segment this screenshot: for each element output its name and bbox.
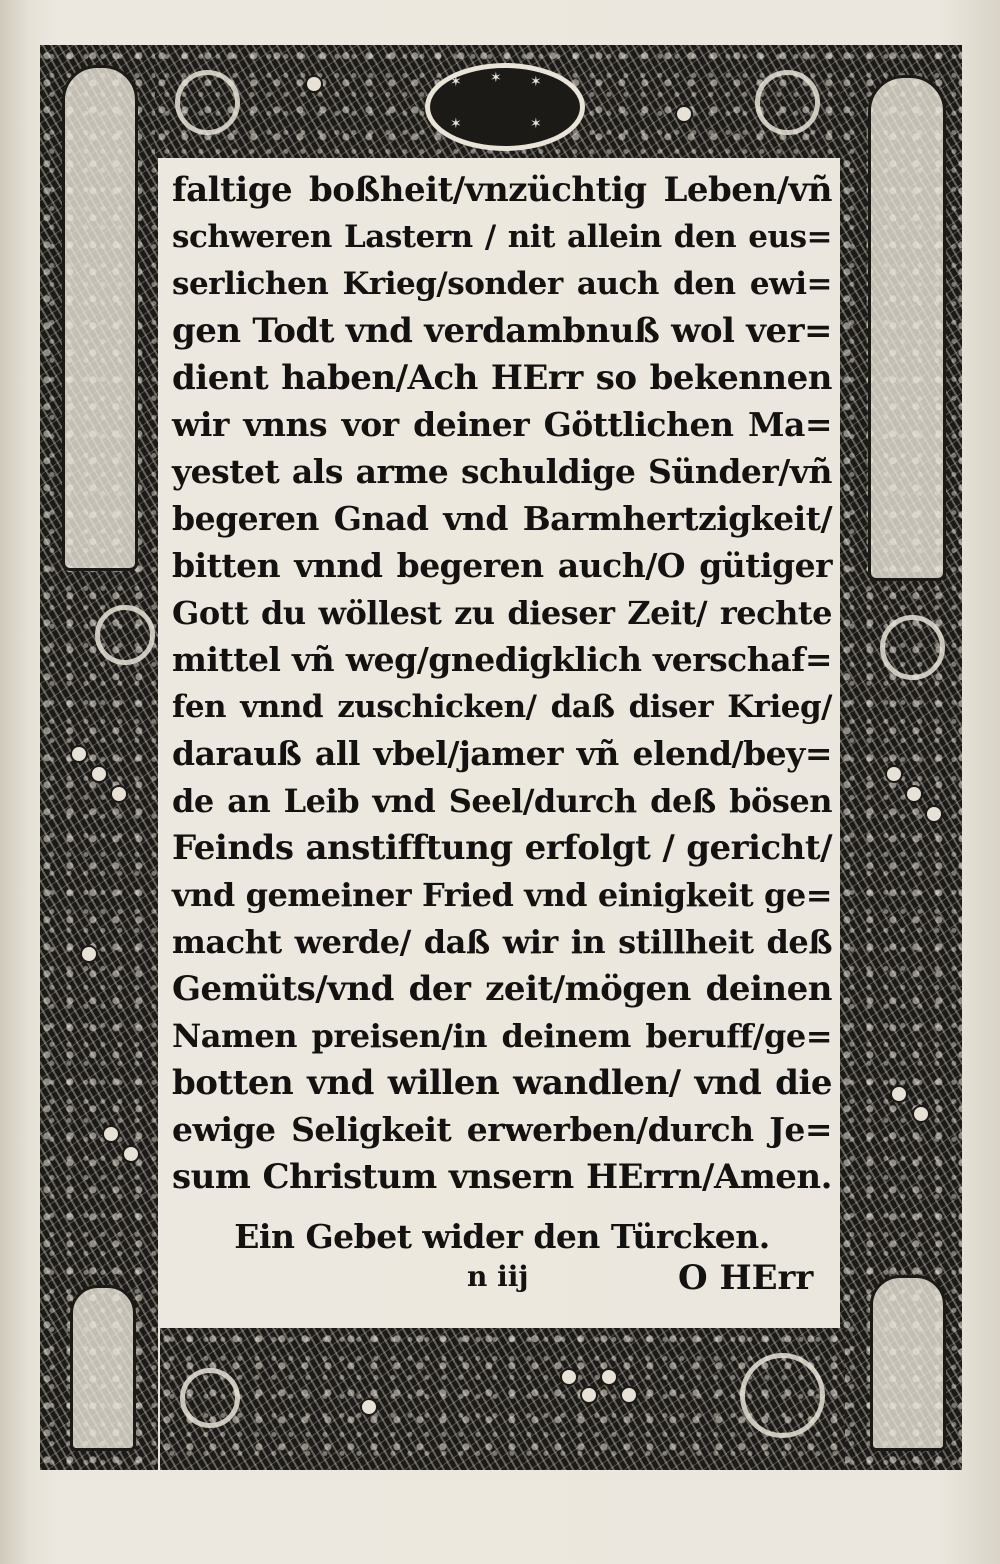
top-woodcut-border [155,45,840,158]
animal-figure [870,1275,946,1451]
text-line: mittel vñ weg/gnedigklich verschaf= [172,640,832,679]
text-line: Feinds anstifftung erfolgt / gericht/ [172,828,832,868]
cherub-figure [70,1285,136,1451]
grape-ornament [560,1368,578,1386]
grape-ornament [110,785,128,803]
text-line: faltige boßheit/vnzüchtig Leben/vñ [172,170,832,210]
text-line: sum Christum vnsern HErrn/Amen. [172,1157,832,1197]
grape-ornament [925,805,943,823]
prayer-heading: Ein Gebet wider den Türcken. [234,1217,770,1256]
grape-ornament [885,765,903,783]
scroll-ornament [740,1353,825,1438]
text-line: gen Todt vnd verdambnuß wol ver= [172,311,832,351]
bottom-woodcut-border [160,1328,845,1470]
scroll-ornament [175,70,240,135]
grape-ornament [890,1085,908,1103]
left-woodcut-border [40,45,158,1470]
text-line: ewige Seligkeit erwerben/durch Je= [172,1110,832,1149]
grape-ornament [102,1125,120,1143]
grape-ornament [580,1386,598,1404]
grape-ornament [912,1105,930,1123]
text-line: Gemüts/vnd der zeit/mögen deinen [172,969,832,1009]
text-line: de an Leib vnd Seel/durch deß bösen [172,782,832,820]
text-line: bitten vnnd begeren auch/O gütiger [172,546,832,585]
figure-holding-building [868,75,946,581]
text-line: Gott du wöllest zu dieser Zeit/ rechte [172,594,832,632]
crest-medallion: ✶ ✶ ✶ ✶ ✶ [425,63,585,151]
grape-ornament [905,785,923,803]
grape-ornament [600,1368,618,1386]
text-line: darauß all vbel/jamer vñ elend/bey= [172,734,832,773]
text-block [172,168,832,1318]
grape-ornament [80,945,98,963]
text-line: yestet als arme schuldige Sünder/vñ [172,452,832,491]
scroll-ornament [755,70,820,135]
berry-ornament [305,75,323,93]
text-line: fen vnnd zuschicken/ daß diser Krieg/ [172,689,832,725]
text-line: dient haben/Ach HErr so bekennen [172,358,832,398]
signature-mark: n iij [467,1260,529,1293]
scroll-ornament [180,1368,240,1428]
text-line: serlichen Krieg/sonder auch den ewi= [172,266,832,302]
grape-ornament [360,1398,378,1416]
text-line: begeren Gnad vnd Barmhertzigkeit/ [172,499,832,538]
berry-ornament [675,105,693,123]
text-line: wir vnns vor deiner Göttlichen Ma= [172,405,832,444]
grape-ornament [122,1145,140,1163]
grape-ornament [90,765,108,783]
right-woodcut-border [840,45,962,1470]
text-line: vnd gemeiner Fried vnd einigkeit ge= [172,876,832,914]
text-line: botten vnd willen wandlen/ vnd die [172,1063,832,1103]
scroll-ornament [880,615,945,680]
grape-ornament [70,745,88,763]
text-line: macht werde/ daß wir in stillheit deß [172,923,832,961]
scroll-ornament [95,605,155,665]
text-line: Namen preisen/in deinem beruff/ge= [172,1017,832,1055]
catchword: O HErr [678,1258,814,1298]
grape-ornament [620,1386,638,1404]
text-line: schweren Lastern / nit allein den eus= [172,219,832,255]
standing-figure-left [62,65,138,571]
